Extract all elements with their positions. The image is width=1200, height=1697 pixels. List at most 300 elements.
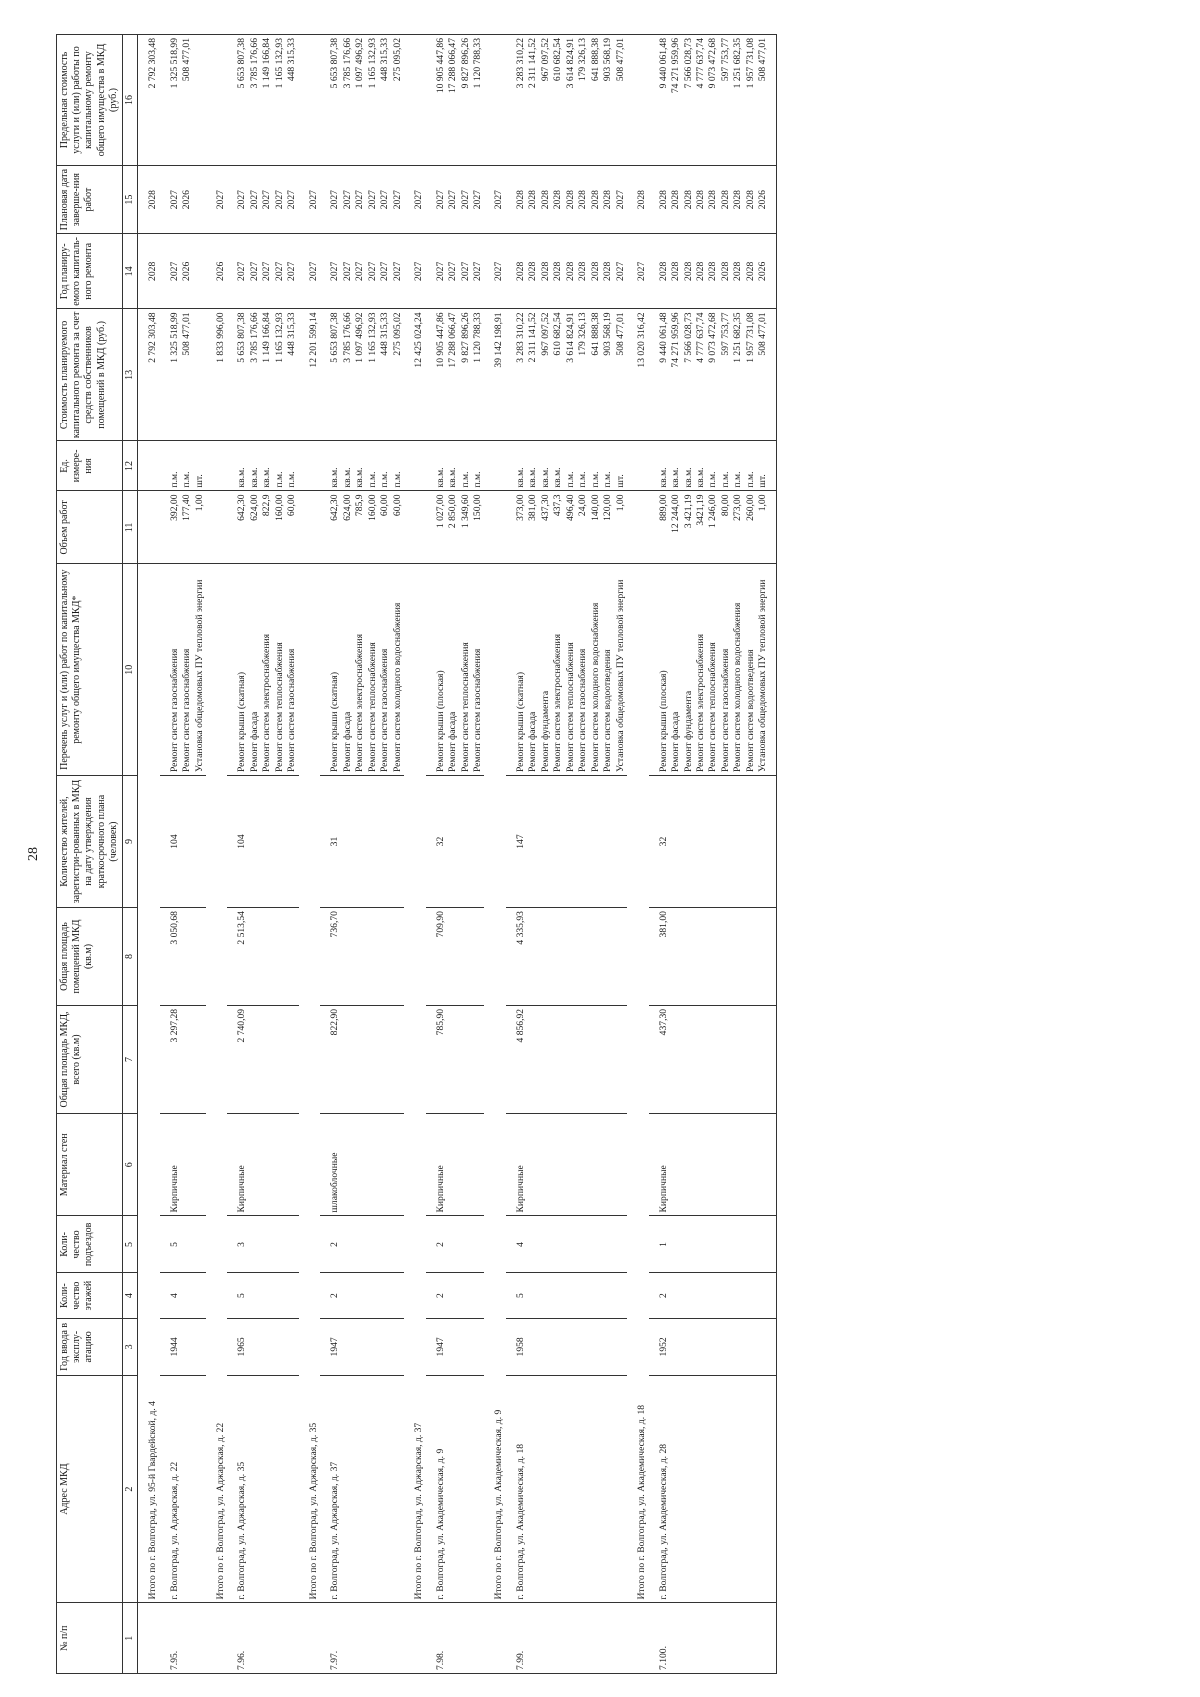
wall-material [426,1114,485,1216]
work-volume [227,491,298,564]
work-year-item: 2028 [707,261,719,281]
floor-count [649,1273,770,1319]
work-end-item: 2028 [514,190,526,210]
total-row [627,35,648,1674]
total-cost-text: 2 792 303,48 [147,312,159,363]
empty-cell [770,1216,777,1273]
work-unit-item: кв.м. [354,467,366,488]
total-year-text: 2027 [493,261,505,281]
work-name-item: Ремонт систем электроснабжения [261,633,273,773]
work-name [320,564,404,776]
column-header: Коли-чество подъездов [57,1216,123,1273]
column-number: 2 [122,1375,137,1603]
work-limit-item: 967 097,52 [539,38,551,82]
column-number: 4 [122,1273,137,1319]
work-end [227,166,298,234]
total-year-text: 2026 [215,261,226,281]
work-year-item: 2027 [434,261,446,281]
empty-cell [299,1603,320,1674]
total-cost [484,309,505,441]
wall-material-text: Кирпичные [434,1165,446,1213]
column-header: Общая площадь помещений МКД (кв.м) [57,908,123,1006]
work-end-item: 2028 [695,190,706,210]
work-unit-item: п.м. [391,471,403,488]
floor-count-text: 2 [657,1293,669,1299]
work-limit-item: 610 682,54 [552,38,564,82]
work-name-item: Ремонт фасада [670,711,682,773]
work-name-item: Ремонт систем электроснабжения [552,633,564,773]
floor-count-text: 5 [514,1293,526,1299]
work-unit-item: п.м. [744,471,756,488]
total-end [484,166,505,234]
work-unit-item: шт. [757,474,769,488]
work-year-item: 2027 [273,261,285,281]
resident-count [649,776,770,908]
work-cost-item: 1 149 166,84 [261,312,273,363]
work-limit-item: 1 165 132,93 [366,38,378,89]
work-cost-item: 9 073 472,68 [707,312,719,363]
work-name-item: Ремонт фасада [341,711,353,773]
work-volume-item: 3 421,19 [682,494,694,529]
work-volume-item: 1 027,00 [434,494,446,529]
work-unit-item: кв.м. [670,467,682,488]
work-year [320,234,404,309]
total-end [627,166,648,234]
work-cost-item: 3 614 824,91 [564,312,576,363]
empty-cell [138,1603,160,1674]
work-unit-item: п.м. [589,471,601,488]
building-address [506,1375,627,1603]
work-volume-item: 437,30 [539,494,551,521]
work-end-item: 2028 [527,190,539,210]
work-end-item: 2028 [707,190,719,210]
work-cost-item: 967 097,52 [539,312,551,356]
building-address-text: г. Волгоград, ул. Академическая, д. 18 [514,1443,526,1600]
wall-material-text: Кирпичные [514,1165,526,1213]
work-end-item: 2027 [434,190,446,210]
total-cost [404,309,425,441]
work-year-item: 2027 [614,261,626,281]
work-unit-item: п.м. [707,471,719,488]
work-year-item: 2028 [527,261,539,281]
work-year-item: 2027 [447,261,459,281]
work-volume-item: 1,00 [614,494,626,512]
table-bottom-border [770,35,777,1674]
work-end-item: 2026 [181,190,193,210]
work-cost-item: 448 315,33 [379,312,391,356]
work-volume-item: 160,00 [273,494,285,521]
entrance-count [426,1216,485,1273]
work-name-item: Ремонт систем газоснабжения [181,648,193,773]
column-number: 1 [122,1603,137,1674]
work-cost-item: 903 568,19 [602,312,614,356]
empty-cell [299,491,320,564]
entrance-count [320,1216,404,1273]
work-unit-item: п.м. [379,471,391,488]
total-area [426,1005,485,1113]
commission-year-text: 1947 [434,1337,446,1357]
total-area-text: 3 297,28 [168,1008,180,1043]
work-name-item: Ремонт систем холодного водоснабжения [391,602,403,773]
floor-count-text: 2 [329,1293,341,1299]
work-year [160,234,206,309]
rooms-area-text: 3 050,68 [168,911,180,945]
total-year [404,234,425,309]
empty-cell [770,776,777,908]
total-cost-text: 39 142 198,91 [493,312,505,368]
capital-repair-plan-table [56,34,777,1674]
work-end-item: 2027 [261,190,273,210]
empty-cell [770,908,777,1006]
total-end [206,166,227,234]
work-unit-item: кв.м. [539,467,551,488]
work-limit [160,35,206,166]
work-end-item: 2027 [459,190,471,210]
empty-cell [484,491,505,564]
work-unit-item: п.м. [286,471,298,488]
total-area [506,1005,627,1113]
work-end-item: 2028 [577,190,589,210]
rooms-area-text: 736,70 [329,911,341,938]
wall-material-text: Кирпичные [657,1165,669,1213]
total-label-text: Итого по г. Волгоград, ул. Аджарская, д. 37 [413,1422,425,1600]
rooms-area [227,908,298,1006]
column-number: 8 [122,908,137,1006]
work-limit-item: 1 149 166,84 [261,38,273,89]
work-limit-item: 2 311 141,52 [527,38,539,89]
empty-cell [770,309,777,441]
work-limit [227,35,298,166]
work-cost [506,309,627,441]
header-row [57,35,123,1674]
work-end-item: 2028 [539,190,551,210]
work-year-item: 2027 [286,261,298,281]
building-row [506,35,627,1674]
work-limit-item: 1 165 132,93 [273,38,285,89]
empty-cell [206,491,227,564]
total-cost-text: 12 201 599,14 [307,312,319,368]
work-year-item: 2027 [354,261,366,281]
work-volume-item: 24,00 [577,494,589,517]
column-number: 15 [122,166,137,234]
resident-count [227,776,298,908]
work-cost [320,309,404,441]
work-name-item: Ремонт фундамента [539,690,551,773]
work-year-item: 2027 [459,261,471,281]
work-unit [426,441,485,491]
floor-count-text: 5 [236,1293,248,1299]
column-header: Плановая дата заверше-ния работ [57,166,123,234]
floor-count-text: 4 [168,1293,180,1299]
total-area-text: 785,90 [434,1008,446,1036]
work-end-item: 2027 [329,190,341,210]
work-end-item: 2028 [552,190,564,210]
total-limit-text: 2 792 303,48 [147,38,159,89]
work-name-item: Ремонт систем электроснабжения [354,633,366,773]
total-row [484,35,505,1674]
work-unit-item: кв.м. [682,467,694,488]
work-name-item: Ремонт фундамента [682,690,694,773]
empty-cell [770,1273,777,1319]
work-unit-item: п.м. [181,471,193,488]
rooms-area-text: 381,00 [657,911,669,938]
work-name-item: Ремонт фасада [248,711,260,773]
work-name-item: Ремонт систем водоотведения [602,649,614,773]
wall-material [649,1114,770,1216]
work-volume-item: 140,00 [589,494,601,521]
commission-year-text: 1947 [329,1337,341,1357]
commission-year [227,1318,298,1375]
total-area-text: 4 856,92 [514,1008,526,1043]
work-year-item: 2028 [657,261,669,281]
work-name-item: Ремонт крыши (скатная) [236,671,248,773]
work-limit-item: 903 568,19 [602,38,614,82]
work-cost-item: 3 283 310,22 [514,312,526,363]
work-name [227,564,298,776]
work-name-item: Ремонт крыши (плоская) [434,670,446,773]
resident-count-text: 147 [514,834,526,849]
row-number-text: 7.99. [514,1650,526,1670]
work-limit-item: 3 283 310,22 [514,38,526,89]
resident-count-text: 32 [434,836,446,847]
column-number: 16 [122,35,137,166]
row-number-text: 7.97. [329,1650,341,1670]
total-area-text: 822,90 [329,1008,341,1036]
work-year-item: 2027 [261,261,273,281]
work-end-item: 2027 [366,190,378,210]
resident-count-text: 104 [236,834,248,849]
work-limit-item: 5 653 807,38 [329,38,341,89]
total-year [484,234,505,309]
empty-cell [206,1603,227,1674]
empty-cell [770,35,777,166]
work-name-item: Ремонт систем теплоснабжения [459,642,471,773]
total-label [299,564,320,1603]
work-name-item: Ремонт крыши (скатная) [329,671,341,773]
empty-cell [404,1603,425,1674]
total-area [227,1005,298,1113]
work-unit-item: кв.м. [248,467,260,488]
total-cost-text: 1 833 996,00 [215,312,226,363]
work-volume-item: 1 246,00 [707,494,719,529]
row-number [160,1603,206,1674]
total-label [404,564,425,1603]
total-row [404,35,425,1674]
commission-year [649,1318,770,1375]
empty-cell [484,441,505,491]
column-number-row [122,35,137,1674]
row-number [227,1603,298,1674]
empty-cell [627,1603,648,1674]
work-name [649,564,770,776]
work-cost-item: 5 653 807,38 [236,312,248,363]
work-volume-item: 1,00 [193,494,205,512]
work-unit-item: п.м. [366,471,378,488]
work-volume-item: 624,00 [341,494,353,521]
column-header: Объем работ [57,491,123,564]
work-end [426,166,485,234]
work-year-item: 2028 [577,261,589,281]
work-limit [506,35,627,166]
total-label [627,564,648,1603]
work-limit-item: 275 095,02 [391,38,403,82]
empty-cell [404,491,425,564]
work-cost-item: 74 271 959,96 [670,312,682,368]
work-cost-item: 17 288 066,47 [447,312,459,368]
rooms-area [506,908,627,1006]
floor-count [227,1273,298,1319]
total-cost-text: 13 020 316,42 [636,312,648,368]
work-volume [649,491,770,564]
total-year-text: 2027 [307,261,319,281]
commission-year [426,1318,485,1375]
work-volume-item: 150,00 [471,494,483,521]
empty-cell [484,1603,505,1674]
total-area-text: 2 740,09 [236,1008,248,1043]
resident-count-text: 104 [168,834,180,849]
row-number-text: 7.96. [236,1650,248,1670]
work-year-item: 2028 [589,261,601,281]
empty-cell [770,1318,777,1375]
commission-year-text: 1958 [514,1337,526,1357]
work-unit-item: кв.м. [695,467,706,488]
work-limit-item: 7 566 028,73 [682,38,694,89]
empty-cell [627,491,648,564]
total-row [138,35,160,1674]
work-limit-item: 5 653 807,38 [236,38,248,89]
total-cost [206,309,227,441]
work-cost [227,309,298,441]
building-row [649,35,770,1674]
entrance-count [506,1216,627,1273]
total-year [138,234,160,309]
commission-year-text: 1965 [236,1337,248,1357]
work-cost-item: 10 905 447,86 [434,312,446,368]
work-volume-item: 785,9 [354,494,366,517]
work-volume-item: 437,3 [552,494,564,517]
total-label [484,564,505,1603]
work-unit [649,441,770,491]
work-end [160,166,206,234]
work-volume-item: 496,40 [564,494,576,521]
work-limit [649,35,770,166]
work-limit-item: 448 315,33 [379,38,391,82]
work-volume-item: 80,00 [719,494,731,517]
work-end-item: 2027 [168,190,180,210]
total-cost-text: 12 425 024,24 [413,312,425,368]
empty-cell [770,234,777,309]
commission-year [160,1318,206,1375]
work-unit-item: кв.м. [341,467,353,488]
work-year-item: 2027 [168,261,180,281]
work-year-item: 2027 [379,261,391,281]
page-number: 28 [26,847,41,861]
total-year-text: 2027 [636,261,648,281]
work-volume [320,491,404,564]
total-end-text: 2028 [636,190,648,210]
entrance-count-text: 1 [657,1242,669,1247]
total-label-text: Итого по г. Волгоград, ул. 95-й Гвардейской, д. 4 [147,1401,159,1600]
building-address [160,1375,206,1603]
work-volume [506,491,627,564]
work-limit-item: 3 785 176,66 [248,38,260,89]
work-unit-item: кв.м. [447,467,459,488]
row-number-text: 7.95. [168,1650,180,1670]
work-name-item: Установка общедомовых ПУ тепловой энергии [757,579,769,773]
work-name-item: Ремонт систем холодного водоснабжения [732,602,744,773]
work-volume-item: 822,9 [261,494,273,517]
wall-material [320,1114,404,1216]
total-label-text: Итого по г. Волгоград, ул. Академическая, д. 9 [493,1409,505,1600]
work-end-item: 2027 [614,190,626,210]
empty-cell [206,441,227,491]
work-year-item: 2028 [514,261,526,281]
empty-cell [770,166,777,234]
work-cost-item: 1 165 132,93 [366,312,378,363]
work-year-item: 2028 [732,261,744,281]
building-address [426,1375,485,1603]
total-end [404,166,425,234]
work-end-item: 2028 [657,190,669,210]
column-number: 14 [122,234,137,309]
entrance-count-text: 2 [329,1242,341,1247]
column-number: 7 [122,1005,137,1113]
total-label [206,564,227,1603]
total-cost [627,309,648,441]
work-year-item: 2028 [670,261,682,281]
work-volume-item: 12 244,00 [670,494,682,533]
work-name-item: Ремонт систем газоснабжения [168,648,180,773]
floor-count [320,1273,404,1319]
work-unit [227,441,298,491]
building-row [227,35,298,1674]
work-name-item: Ремонт систем газоснабжения [577,648,589,773]
table-body [138,35,777,1674]
total-area [649,1005,770,1113]
work-limit-item: 1 957 731,08 [744,38,756,89]
work-volume-item: 260,00 [744,494,756,521]
column-number: 5 [122,1216,137,1273]
work-cost-item: 1 165 132,93 [273,312,285,363]
empty-cell [770,1005,777,1113]
work-year-item: 2027 [341,261,353,281]
entrance-count [160,1216,206,1273]
total-area [320,1005,404,1113]
work-unit-item: п.м. [273,471,285,488]
work-cost [426,309,485,441]
column-header: Материал стен [57,1114,123,1216]
floor-count [426,1273,485,1319]
work-end-item: 2028 [682,190,694,210]
work-name-item: Установка общедомовых ПУ тепловой энергии [614,579,626,773]
empty-cell [404,441,425,491]
work-limit-item: 1 251 682,35 [732,38,744,89]
work-end-item: 2028 [589,190,601,210]
work-name-item: Ремонт систем теплоснабжения [707,642,719,773]
work-end-item: 2027 [447,190,459,210]
work-volume-item: 3421,19 [695,494,706,526]
work-name-item: Ремонт систем газоснабжения [719,648,731,773]
work-unit-item: п.м. [564,471,576,488]
work-limit-item: 1 097 496,92 [354,38,366,89]
work-name [506,564,627,776]
commission-year [506,1318,627,1375]
work-name-item: Ремонт систем водоотведения [744,649,756,773]
empty-cell [770,441,777,491]
work-end-item: 2026 [757,190,769,210]
work-limit-item: 641 888,38 [589,38,601,82]
empty-cell [627,441,648,491]
